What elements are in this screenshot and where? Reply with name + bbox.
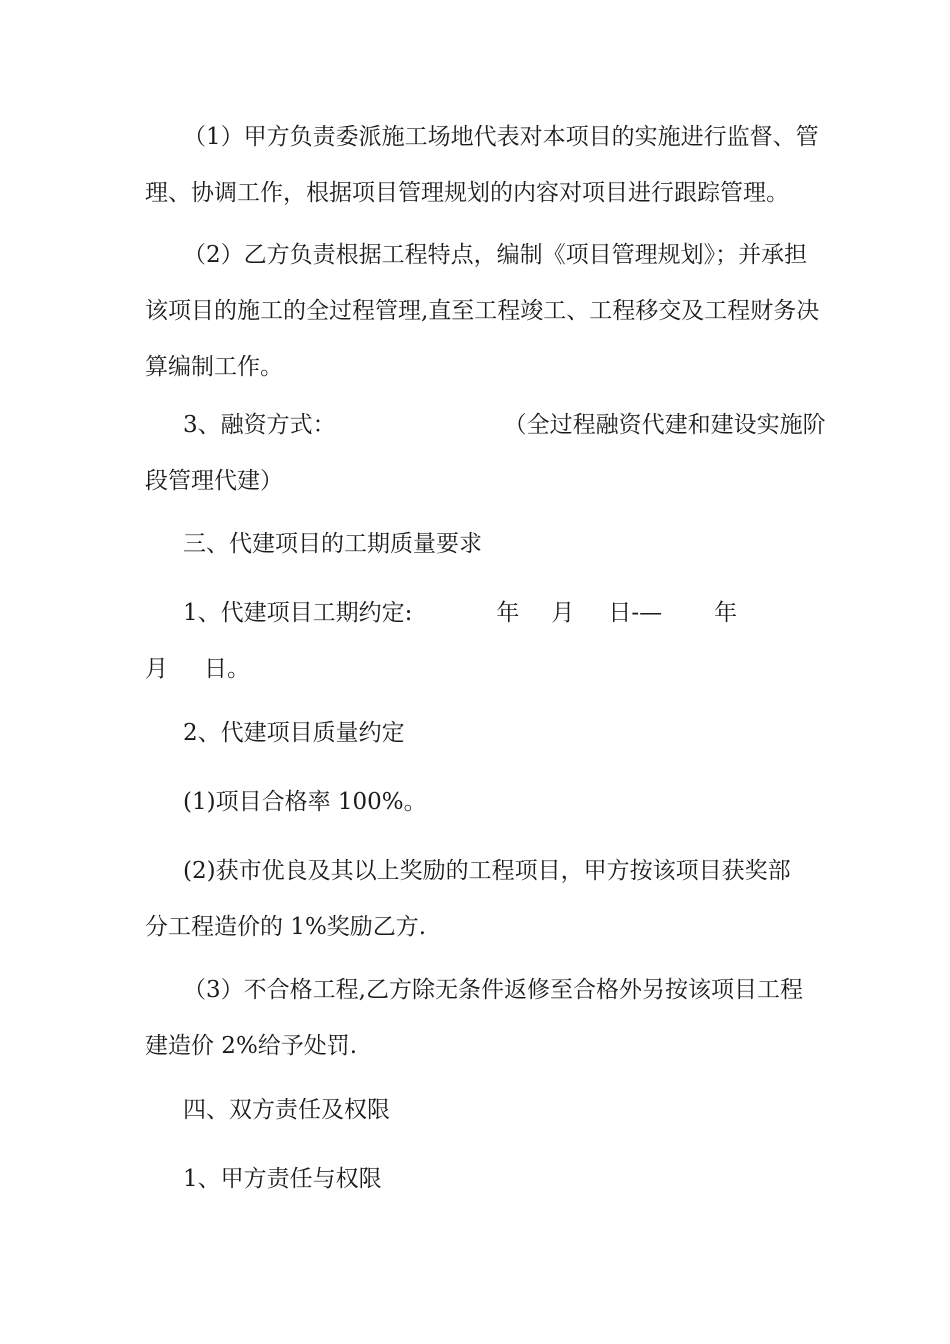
paragraph-quality-agreement — [145, 705, 810, 761]
paragraph-line: 该项目的施工的全过程管理,直至工程竣工、工程移交及工程财务决 — [145, 298, 820, 324]
paragraph-line: （1）甲方负责委派施工场地代表对本项目的实施进行监督、管 — [183, 124, 819, 150]
paragraph-award-bonus — [145, 843, 810, 955]
paragraph-line: (1)项目合格率 100%。 — [183, 789, 427, 815]
paragraph-line: 建造价 2%给予处罚. — [145, 1033, 358, 1059]
paragraph-line: (2)获市优良及其以上奖励的工程项目，甲方按该项目获奖部 — [183, 858, 791, 884]
paragraph-pass-rate — [145, 774, 810, 830]
paragraph-party-a-responsibility — [145, 1151, 810, 1207]
paragraph-line: （2）乙方负责根据工程特点，编制《项目管理规划》；并承担 — [183, 242, 808, 268]
paragraph-line: 算编制工作。 — [145, 354, 283, 380]
section-heading-schedule-quality — [145, 516, 810, 572]
schedule-year-start: 年 — [496, 600, 520, 626]
paragraph-line: 2、代建项目质量约定 — [183, 720, 405, 746]
paragraph-party-b-management — [145, 227, 820, 395]
paragraph-line: 1、甲方责任与权限 — [183, 1166, 382, 1192]
schedule-year-end: 年 — [714, 600, 738, 626]
paragraph-party-a-supervision — [145, 109, 819, 221]
paragraph-line — [145, 585, 810, 641]
paragraph-line: 理、协调工作，根据项目管理规划的内容对项目进行跟踪管理。 — [145, 180, 789, 206]
schedule-label: 1、代建项目工期约定: — [183, 600, 413, 626]
paragraph-schedule-agreement — [145, 585, 810, 697]
section-heading: 四、双方责任及权限 — [183, 1097, 390, 1123]
paragraph-penalty — [145, 962, 810, 1074]
financing-label: 3、融资方式： — [183, 412, 336, 438]
financing-value: （全过程融资代建和建设实施阶 — [503, 412, 826, 438]
paragraph-line: 段管理代建） — [145, 468, 283, 494]
paragraph-line — [145, 641, 810, 697]
section-heading-responsibilities — [145, 1082, 810, 1138]
paragraph-line — [145, 397, 826, 453]
schedule-month-end: 月 — [145, 656, 168, 682]
schedule-day-start: 日-— — [608, 600, 663, 626]
paragraph-financing-method — [145, 397, 826, 509]
schedule-month-start: 月 — [551, 600, 575, 626]
section-heading: 三、代建项目的工期质量要求 — [183, 531, 482, 557]
schedule-day-end: 日。 — [204, 656, 250, 682]
paragraph-line: （3）不合格工程,乙方除无条件返修至合格外另按该项目工程 — [183, 977, 803, 1003]
paragraph-line: 分工程造价的 1%奖励乙方. — [145, 914, 427, 940]
